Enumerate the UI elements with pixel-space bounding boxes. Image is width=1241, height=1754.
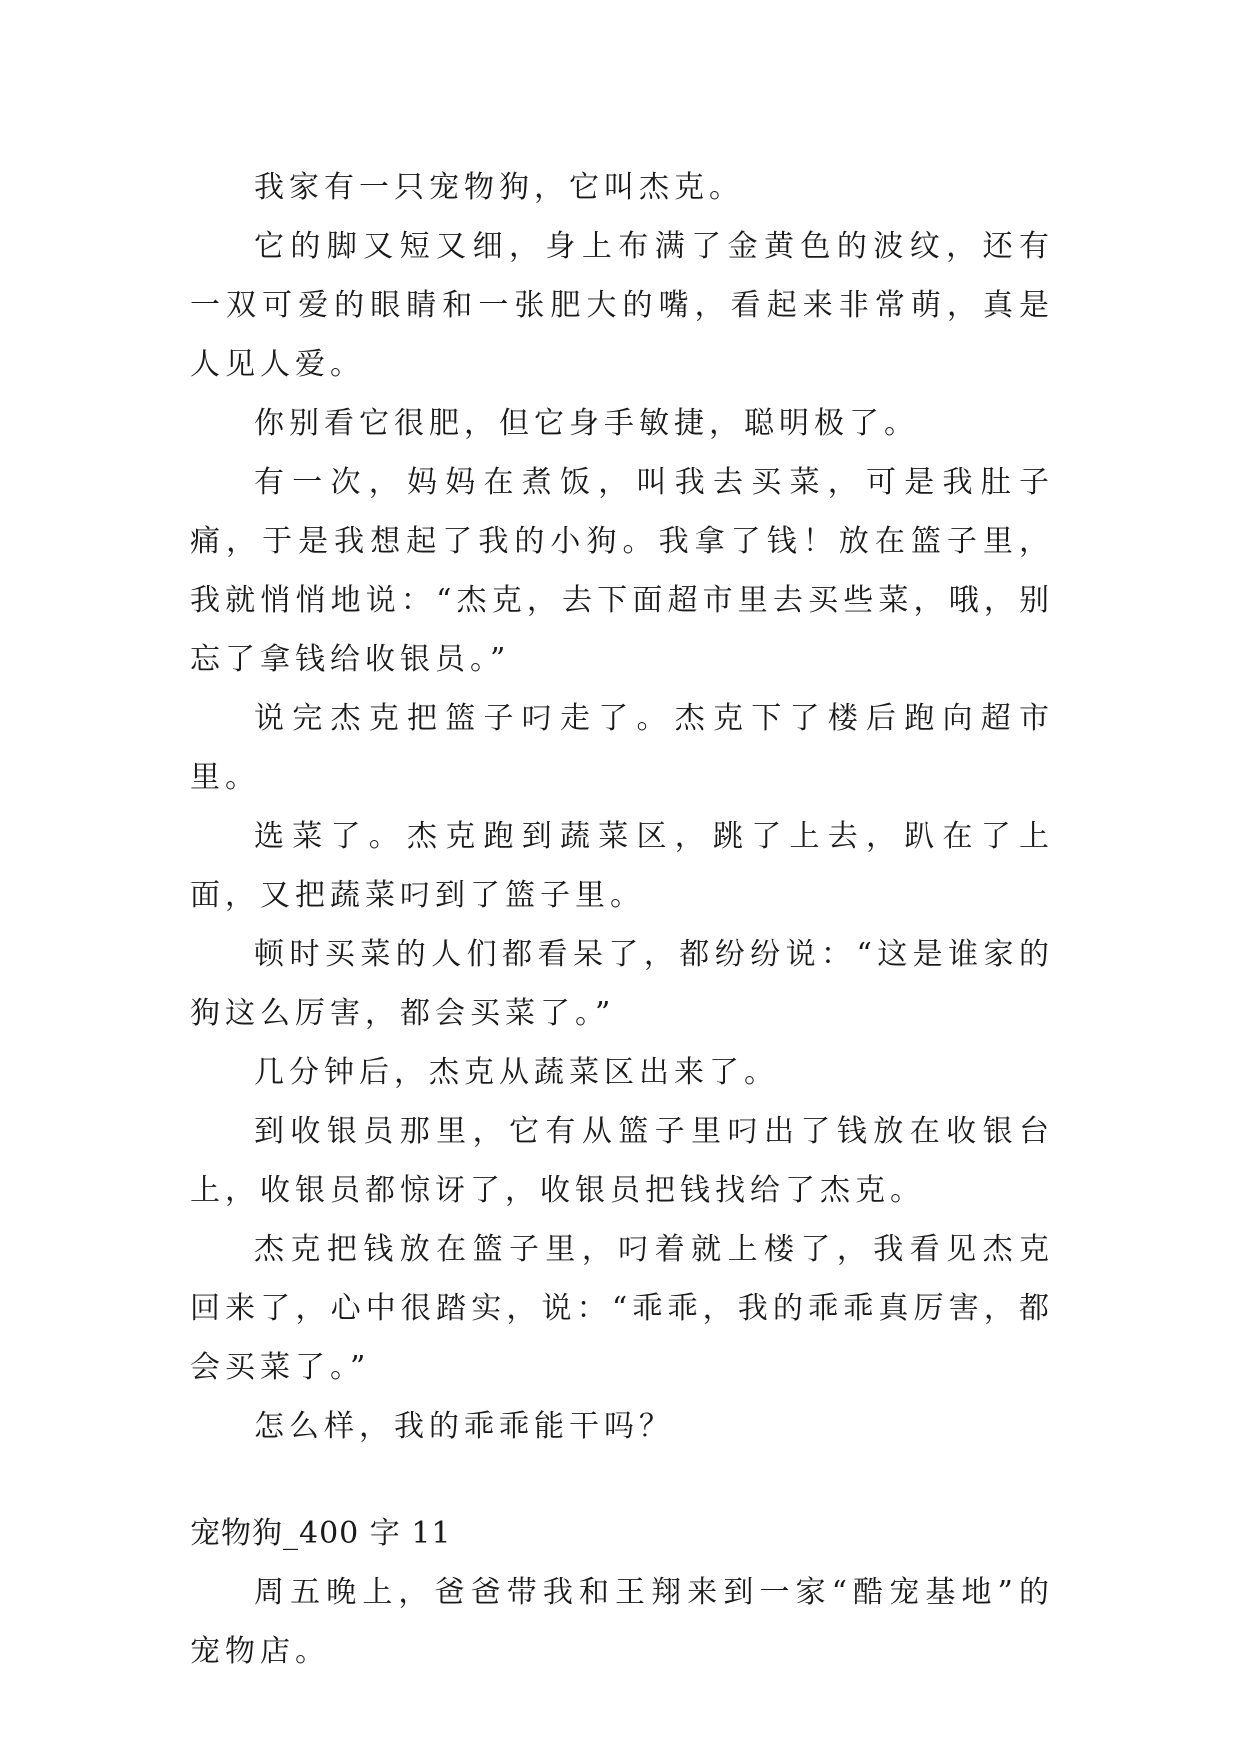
- paragraph: 说完杰克把篮子叼走了。杰克下了楼后跑向超市里。: [190, 701, 1054, 795]
- paragraph: 顿时买菜的人们都看呆了，都纷纷说：“这是谁家的狗这么厉害，都会买菜了。”: [190, 937, 1054, 1031]
- paragraph: 周五晚上，爸爸带我和王翔来到一家“酷宠基地”的宠物店。: [190, 1575, 1054, 1669]
- paragraph: 杰克把钱放在篮子里，叼着就上楼了，我看见杰克回来了，心中很踏实，说：“乖乖，我的乖乖真厉害，都会买菜了。”: [190, 1232, 1054, 1385]
- document-body: [190, 158, 1054, 1681]
- paragraph: 有一次，妈妈在煮饭，叫我去买菜，可是我肚子痛，于是我想起了我的小狗。我拿了钱！放在篮子里，我就悄悄地说：“杰克，去下面超市里去买些菜，哦，别忘了拿钱给收银员。”: [190, 465, 1054, 677]
- paragraph: 你别看它很肥，但它身手敏捷，聪明极了。: [254, 406, 919, 441]
- paragraph: 到收银员那里，它有从篮子里叼出了钱放在收银台上，收银员都惊讶了，收银员把钱找给了杰克。: [190, 1114, 1054, 1208]
- paragraph: 选菜了。杰克跑到蔬菜区，跳了上去，趴在了上面，又把蔬菜叼到了篮子里。: [190, 819, 1054, 913]
- section-spacer: [190, 1456, 1054, 1504]
- paragraph: 它的脚又短又细，身上布满了金黄色的波纹，还有一双可爱的眼睛和一张肥大的嘴，看起来非常萌，真是人见人爱。: [190, 229, 1054, 382]
- paragraph: 怎么样，我的乖乖能干吗？: [254, 1409, 674, 1444]
- paragraph: 几分钟后，杰克从蔬菜区出来了。: [254, 1055, 779, 1090]
- paragraph: 我家有一只宠物狗，它叫杰克。: [254, 170, 744, 205]
- section-title: 宠物狗_400 字 11: [190, 1516, 452, 1551]
